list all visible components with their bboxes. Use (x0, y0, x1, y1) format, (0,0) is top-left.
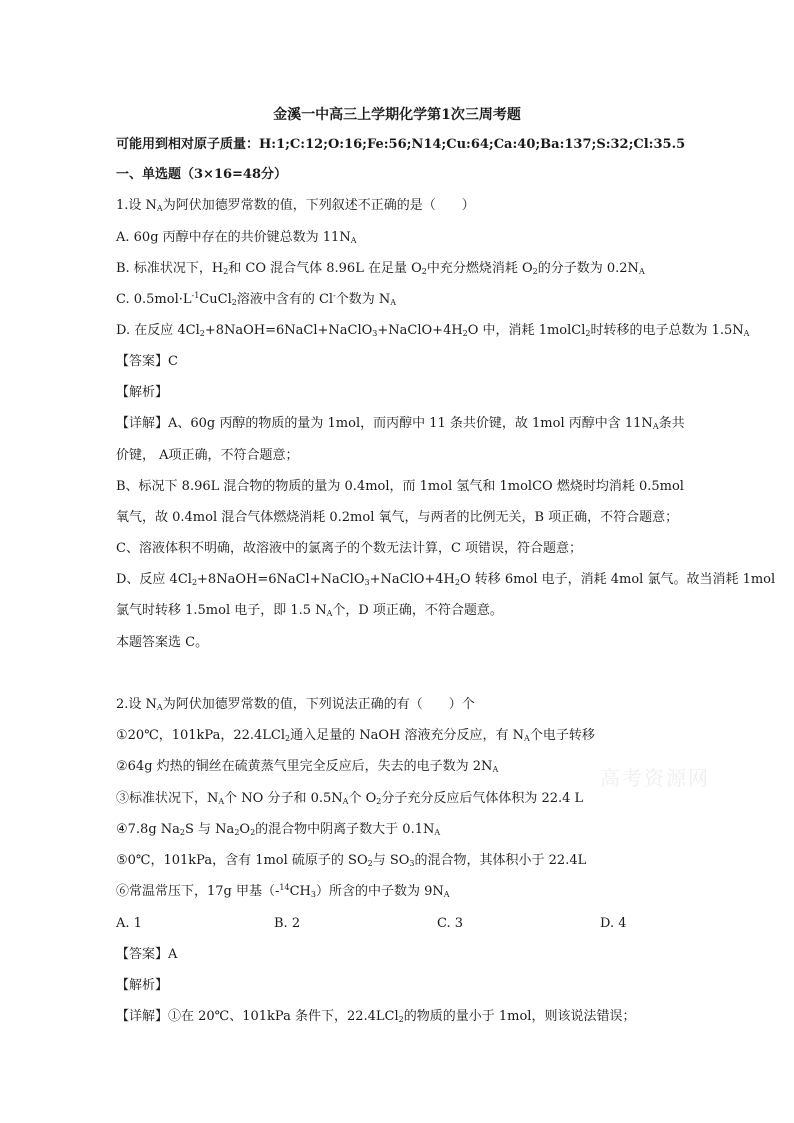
q1-detail-c1: C、溶液体积不明确，故溶液中的氯离子的个数无法计算，C 项错误，符合题意； (116, 541, 583, 556)
q2-option-d: D. 4 (600, 916, 627, 931)
section-heading: 一、单选题（3×16=48分） (116, 167, 288, 182)
q1-detail-b1: B、标况下 8.96L 混合物的物质的量为 0.4mol，而 1mol 氢气和 1molCO 燃烧时均消耗 0.5mol (116, 479, 684, 494)
atomic-masses: 可能用到相对原子质量：H:1;C:12;O:16;Fe:56;N14;Cu:64;Ca:40;Ba:137;S:32;Cl:35.5 (116, 137, 686, 152)
q2-option-b: B. 2 (274, 916, 301, 931)
q1-option-d: D. 在反应 $4Cl_2+8NaOH=6NaCl+NaClO_3+NaClO+4H_2O$ 中，消耗 1molCl$_2$时转移的电子总数为 $1.5N_A$ (116, 323, 750, 338)
q1-detail-d2: 氯气时转移 1.5mol 电子，即 1.5 $N_A$个，D 项正确，不符合题意。 (116, 603, 503, 618)
page-title: 金溪一中高三上学期化学第1次三周考题 (273, 107, 521, 123)
q2-statement-6: ⑥常温常压下，17g 甲基$(-^{14}CH_3)$所含的中子数为 $9N_A$ (116, 883, 450, 899)
q2-option-a: A. 1 (116, 916, 142, 931)
q1-option-a: A. 60g 丙醇中存在的共价键总数为 $11N_A$ (116, 230, 357, 245)
q1-answer: 【答案】C (116, 354, 178, 369)
q2-option-c: C. 3 (437, 916, 464, 931)
q1-detail-a1: 【详解】A、60g 丙醇的物质的量为 1mol，而丙醇中 11 条共价键，故 1mol 丙醇中含 $11N_A$条共 (116, 416, 685, 431)
q2-statement-3: ③标准状况下，$N_A$个 NO 分子和 $0.5N_A$个 $O_2$分子充分反应后气体体积为 22.4 L (116, 791, 584, 806)
q1-detail-end: 本题答案选 C。 (116, 635, 209, 650)
q1-option-b: B. 标准状况下，$H_2$和 CO 混合气体 8.96L 在足量 $O_2$中充分燃烧消耗 $O_2$的分子数为 $0.2N_A$ (116, 261, 645, 276)
q1-stem: 1.设 $N_A$为阿伏加德罗常数的值，下列叙述不正确的是（ ） (116, 198, 475, 213)
q1-option-c: C. $0.5mol\cdot L^{-1}CuCl_2$溶液中含有的 Cl-个数为 $N_A$ (116, 291, 397, 307)
q1-analysis-label: 【解析】 (116, 385, 169, 400)
q2-detail-1: 【详解】①在 20℃、101kPa 条件下，22.4LCl$_2$的物质的量小于 1mol，则该说法错误； (116, 1009, 636, 1024)
q1-detail-a2: 价键， A项正确，不符合题意； (116, 448, 299, 463)
q2-statement-2: ②64g 灼热的铜丝在硫黄蒸气里完全反应后，失去的电子数为 $2N_A$ (116, 759, 499, 774)
q2-stem: 2.设 $N_A$为阿伏加德罗常数的值，下列说法正确的有（ ）个 (116, 697, 475, 712)
q1-detail-b2: 氧气，故 0.4mol 混合气体燃烧消耗 0.2mol 氧气，与两者的比例无关，B 项正确，不符合题意； (116, 510, 679, 525)
q2-statement-4: ④7.8g $Na_2S$ 与 $Na_2O_2$的混合物中阴离子数大于 $0.1N_A$ (116, 822, 441, 837)
q2-answer: 【答案】A (116, 947, 178, 962)
q2-analysis-label: 【解析】 (116, 978, 169, 993)
q1-detail-d1: D、反应 $4Cl_2+8NaOH=6NaCl+NaClO_3+NaClO+4H_2O$ 转移 6mol 电子，消耗 4mol 氯气。故当消耗 1mol (116, 572, 776, 587)
watermark: 高考资源网 (600, 766, 710, 790)
q2-statement-1: ①20℃，101kPa，22.4LCl$_2$通入足量的 NaOH 溶液充分反应，有 $N_A$个电子转移 (116, 728, 595, 743)
q2-statement-5: ⑤0℃，101kPa，含有 1mol 硫原子的 $SO_2$与 $SO_3$的混合物，其体积小于 22.4L (116, 853, 587, 868)
